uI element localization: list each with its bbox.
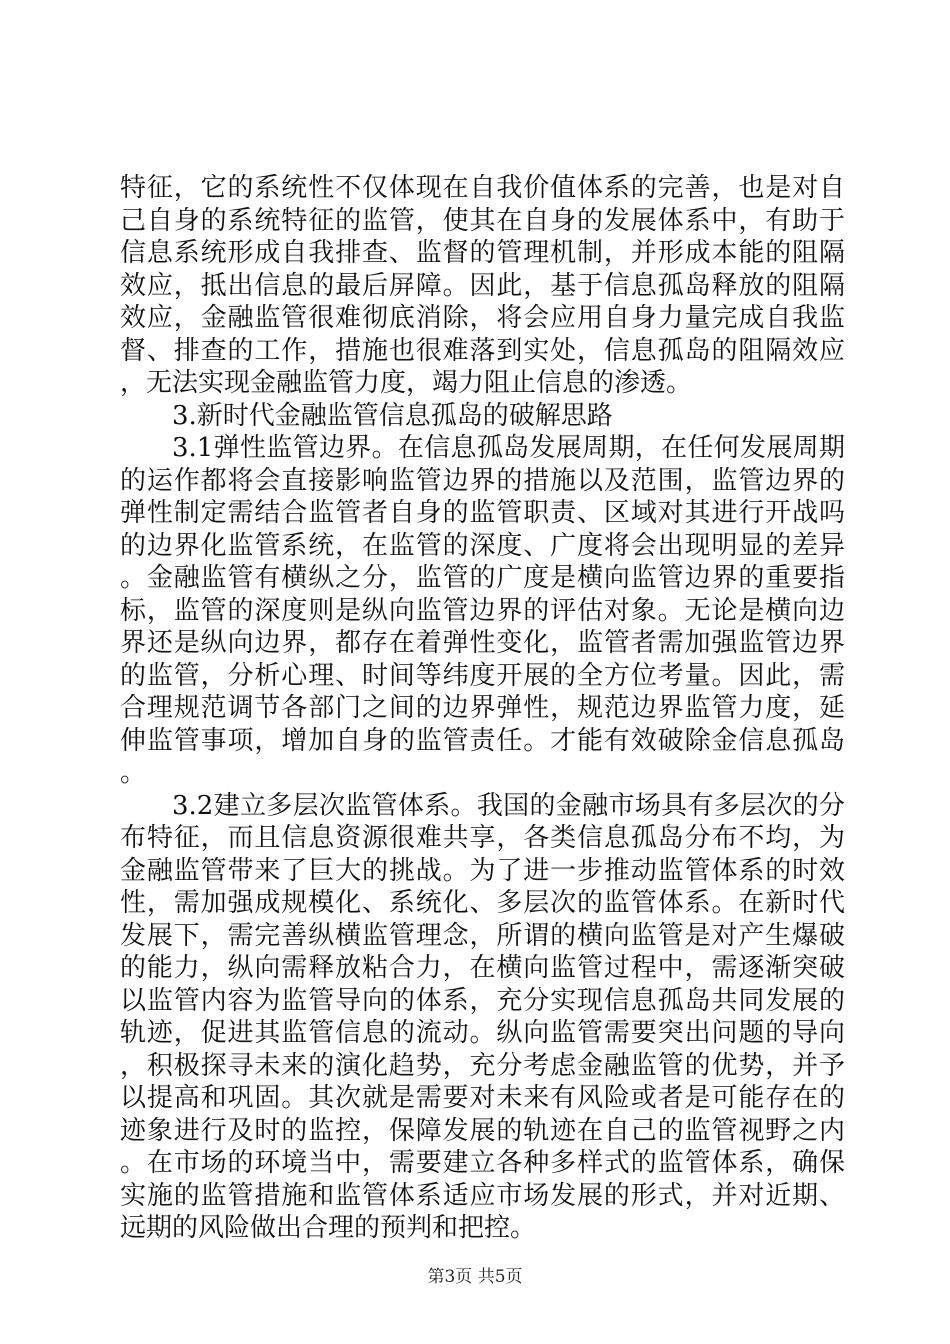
paragraph-3-1: 3.1弹性监管边界。在信息孤岛发展周期，在任何发展周期的运作都将会直接影响监管边界的措施以及范围，监管边界的弹性制定需结合监管者自身的监管职责、区域对其进行开战吗的边界化监管系统，在监管的深度、广度将会出现明显的差异。金融监管有横纵之分，监管的广度是横向监管边界的重要指标，监管的深度则是纵向监管边界的评估对象。无论是横向边界还是纵向边界，都存在着弹性变化，监管者需加强监管边界的监管，分析心理、时间等纬度开展的全方位考量。因此，需合理规范调节各部门之间的边界弹性，规范边界监管力度，延伸监管事项，增加自身的监管责任。才能有效破除金信息孤岛。 <box>120 433 845 788</box>
page-number-footer: 第3页 共5页 <box>427 1267 523 1287</box>
paragraph-3-2: 3.2建立多层次监管体系。我国的金融市场具有多层次的分布特征，而且信息资源很难共享，各类信息孤岛分布不均，为金融监管带来了巨大的挑战。为了进一步推动监管体系的时效性，需加强成规模化、系统化、多层次的监管体系。在新时代发展下，需完善纵横监管理念，所谓的横向监管是对产生爆破的能力，纵向需释放粘合力，在横向监管过程中，需逐渐突破以监管内容为监管导向的体系，充分实现信息孤岛共同发展的轨迹，促进其监管信息的流动。纵向监管需要突出问题的导向，积极探寻未来的演化趋势，充分考虑金融监管的优势，并予以提高和巩固。其次就是需要对未来有风险或者是可能存在的迹象进行及时的监控，保障发展的轨迹在自己的监管视野之内。在市场的环境当中，需要建立各种多样式的监管体系，确保实施的监管措施和监管体系适应市场发展的形式，并对近期、远期的风险做出合理的预判和把控。 <box>120 790 845 1243</box>
section-heading-3: 3.新时代金融监管信息孤岛的破解思路 <box>172 400 613 431</box>
paragraph-continuation: 特征，它的系统性不仅体现在自我价值体系的完善，也是对自己自身的系统特征的监管，使其在自身的发展体系中，有助于信息系统形成自我排查、监督的管理机制，并形成本能的阻隔效应，抵出信息的最后屏障。因此，基于信息孤岛释放的阻隔效应，金融监管很难彻底消除，将会应用自身力量完成自我监督、排查的工作，措施也很难落到实处，信息孤岛的阻隔效应，无法实现金融监管力度，竭力阻止信息的渗透。 <box>120 173 845 398</box>
document-body <box>120 172 845 1245</box>
